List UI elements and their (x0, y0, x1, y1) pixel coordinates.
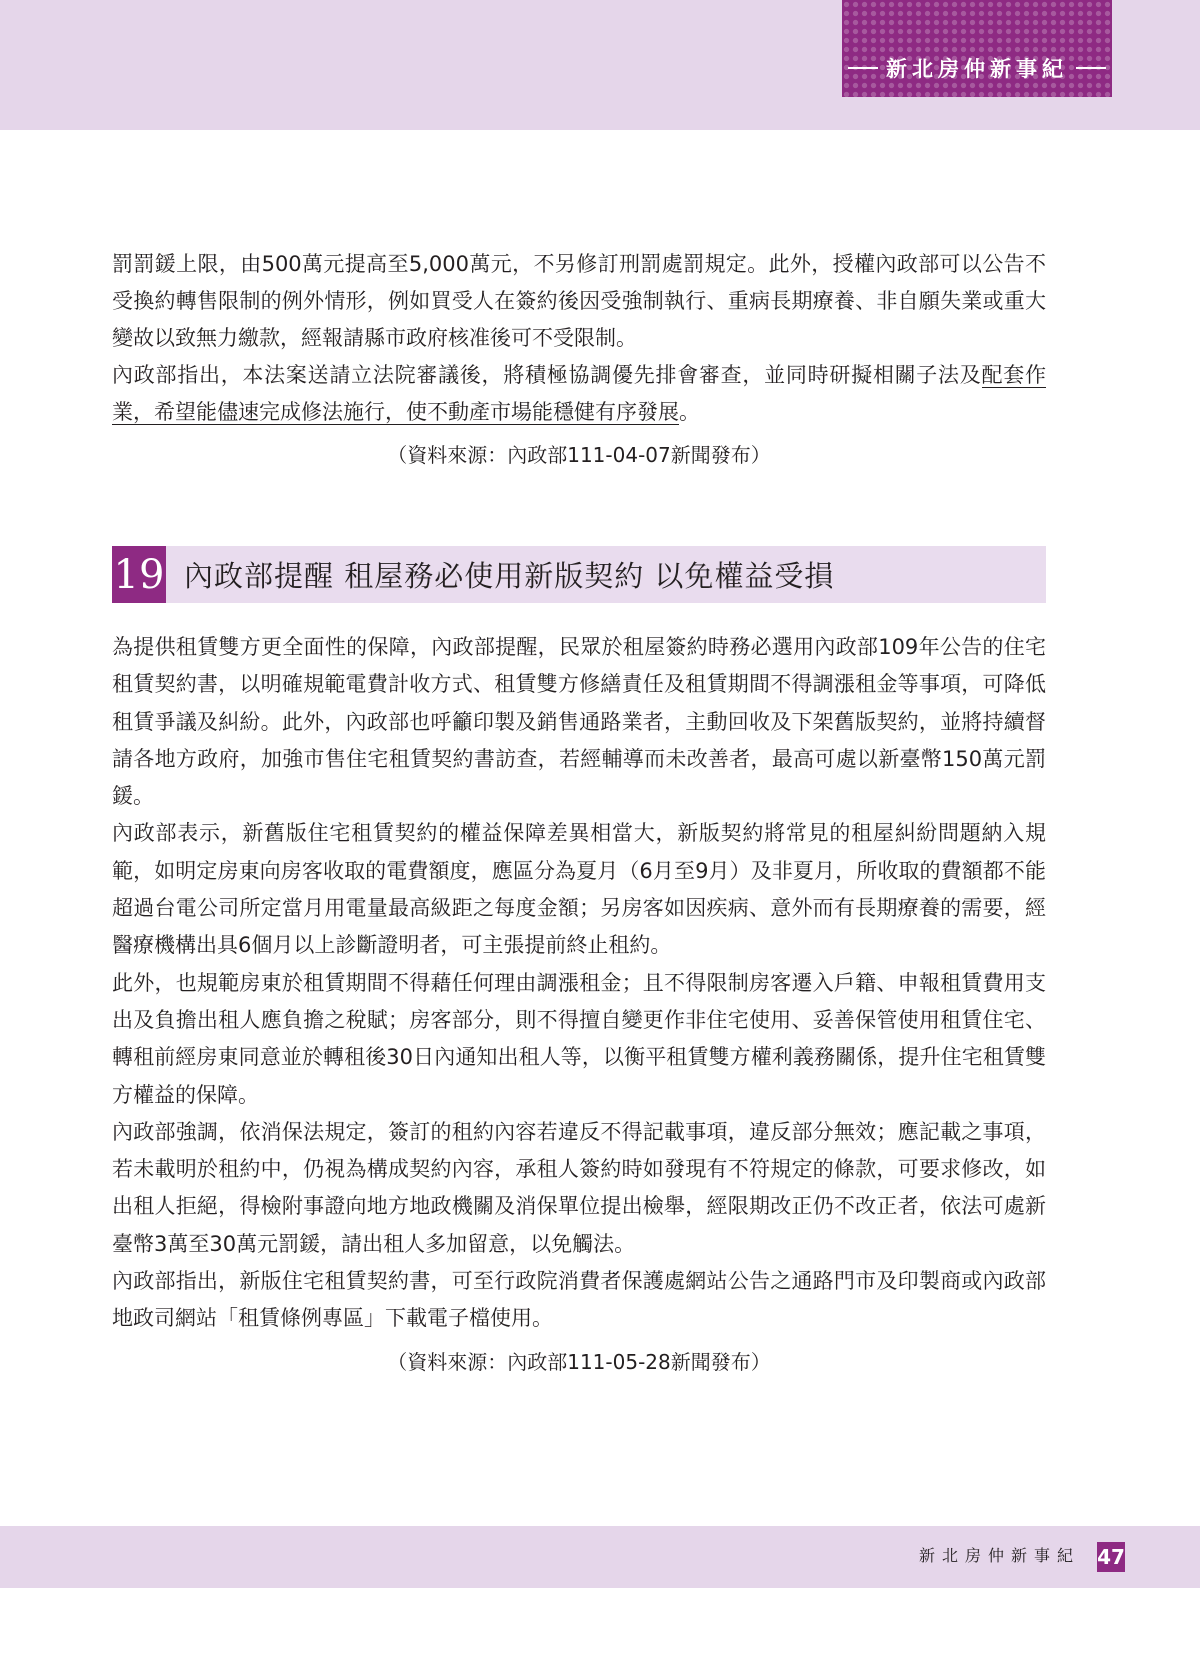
section-article (112, 629, 1046, 1381)
dash-left-decoration (848, 67, 878, 69)
paragraph: 為提供租賃雙方更全面性的保障，內政部提醒，民眾於租屋簽約時務必選用內政部109年公告的住宅租賃契約書，以明確規範電費計收方式、租賃雙方修繕責任及租賃期間不得調漲租金等事項，可降低租賃爭議及糾紛。此外，內政部也呼籲印製及銷售通路業者，主動回收及下架舊版契約，並將持續督請各地方政府，加強市售住宅租賃契約書訪查，若經輔導而未改善者，最高可處以新臺幣150萬元罰鍰。 (112, 635, 1046, 809)
underlined-text: 配套作業，希望能儘速完成修法施行，使不動產市場能穩健有序發展 (112, 363, 1047, 424)
section-number: 19 (112, 546, 166, 603)
paragraph: 此外，也規範房東於租賃期間不得藉任何理由調漲租金；且不得限制房客遷入戶籍、申報租賃費用支出及負擔出租人應負擔之稅賦；房客部分，則不得擅自變更作非住宅使用、妥善保管使用租賃住宅、轉租前經房東同意並於轉租後30日內通知出租人等，以衡平租賃雙方權利義務關係，提升住宅租賃雙方權益的保障。 (112, 970, 1046, 1107)
section-title: 內政部提醒 租屋務必使用新版契約 以免權益受損 (184, 559, 835, 593)
paragraph: 罰罰鍰上限，由500萬元提高至5,000萬元，不另修訂刑罰處罰規定。此外，授權內政部可以公告不受換約轉售限制的例外情形，例如買受人在簽約後因受強制執行、重病長期療養、非自願失業或重大變故以致無力繳款，經報請縣市政府核准後可不受限制。 (112, 252, 1046, 350)
source-note: （資料來源：內政部111-04-07新聞發布） (387, 443, 771, 467)
paragraph-end: 。 (679, 400, 700, 424)
paragraph: 內政部表示，新舊版住宅租賃契約的權益保障差異相當大，新版契約將常見的租屋糾紛問題納入規範，如明定房東向房客收取的電費額度，應區分為夏月（6月至9月）及非夏月，所收取的費額都不能超過台電公司所定當月用電量最高級距之每度金額；另房客如因疾病、意外而有長期療養的需要，經醫療機構出具6個月以上診斷證明者，可主張提前終止租約。 (112, 821, 1046, 958)
dash-right-decoration (1076, 67, 1106, 69)
source-note: （資料來源：內政部111-05-28新聞發布） (387, 1349, 771, 1374)
paragraph: 內政部指出，新版住宅租賃契約書，可至行政院消費者保護處網站公告之通路門市及印製商或內政部地政司網站「租賃條例專區」下載電子檔使用。 (112, 1269, 1046, 1331)
paragraph (112, 357, 1046, 431)
section-heading (112, 546, 1046, 603)
paragraph-text: 內政部指出，本法案送請立法院審議後，將積極協調優先排會審查，並同時研擬相關子法及 (112, 363, 982, 387)
header-title: 新北房仲新事紀 (886, 57, 1068, 81)
continued-article (112, 246, 1046, 474)
paragraph: 內政部強調，依消保法規定，簽訂的租約內容若違反不得記載事項，違反部分無效；應記載之事項，若未載明於租約中，仍視為構成契約內容，承租人簽約時如發現有不符規定的條款，可要求修改，如出租人拒絕，得檢附事證向地方地政機關及消保單位提出檢舉，經限期改正仍不改正者，依法可處新臺幣3萬至30萬元罰鍰，請出租人多加留意，以免觸法。 (112, 1119, 1046, 1256)
footer-title: 新北房仲新事紀 (918, 1546, 1080, 1565)
page-number: 47 (1097, 1542, 1125, 1572)
header-tab (842, 0, 1112, 97)
